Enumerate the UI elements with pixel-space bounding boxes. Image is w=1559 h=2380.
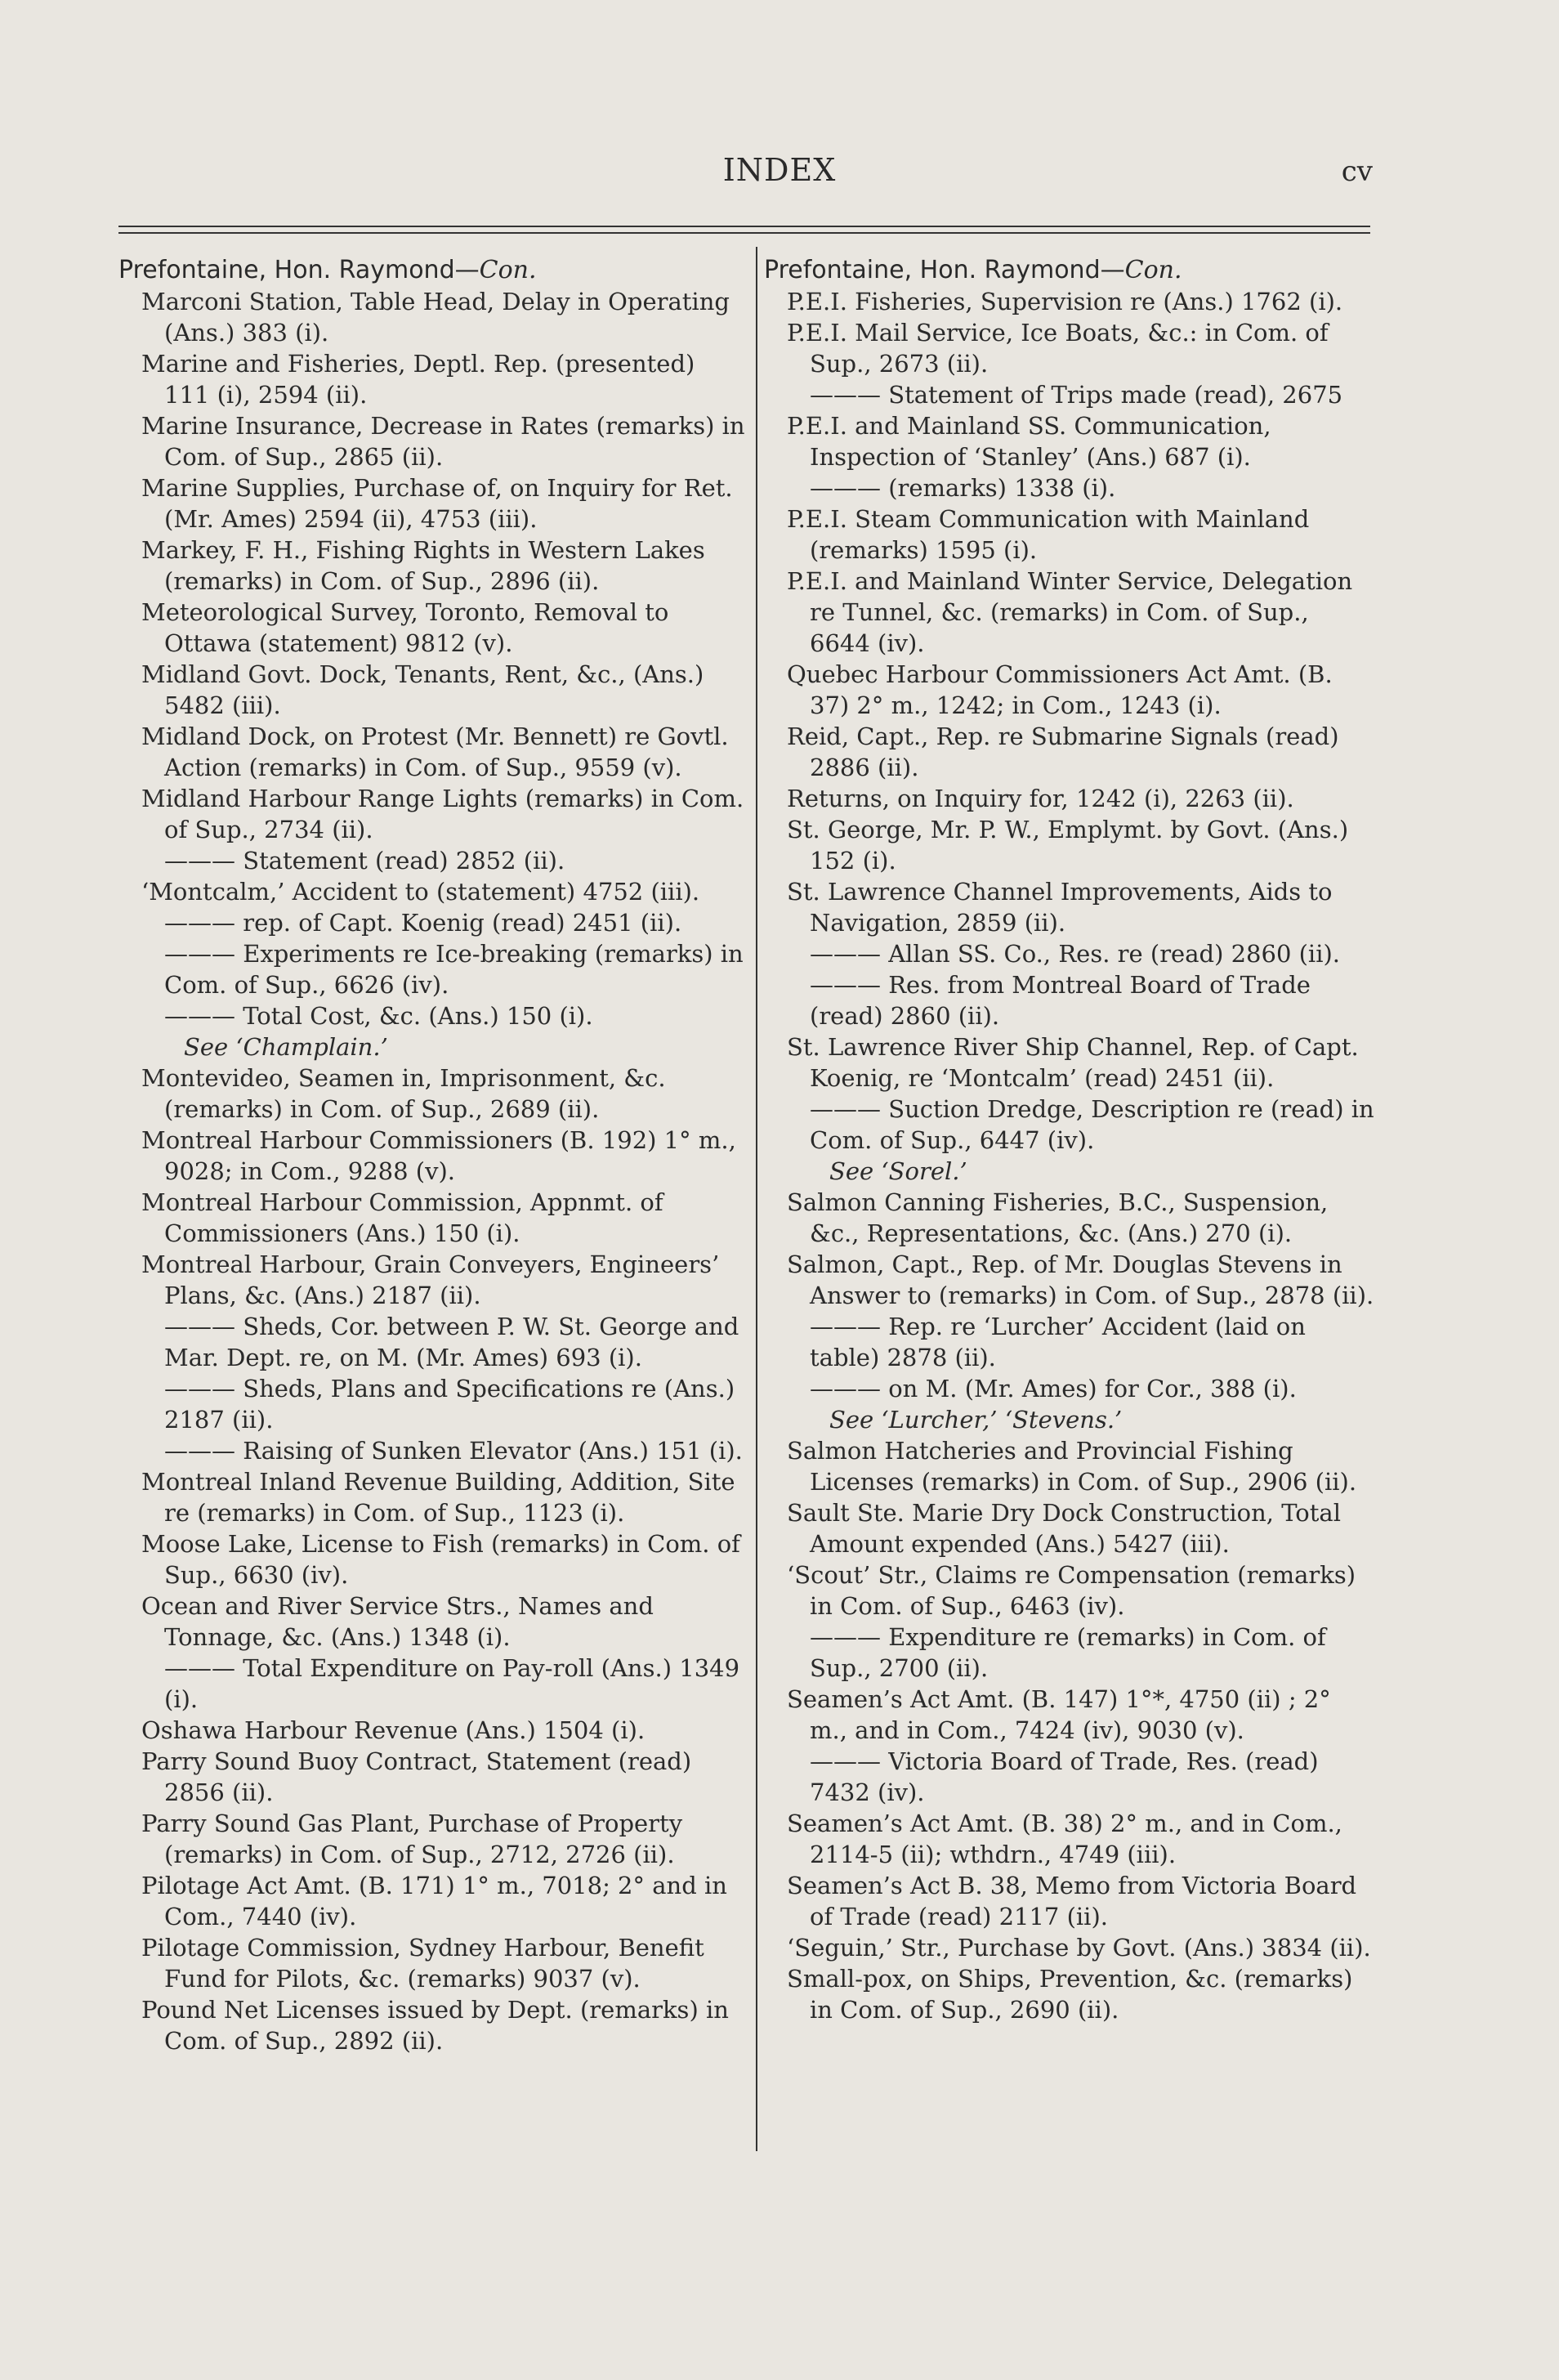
index-entry: Moose Lake, License to Fish (remarks) in Com. of Sup., 6630 (iv). — [141, 1530, 740, 1589]
left-column-heading: Prefontaine, Hon. Raymond—Con. — [118, 256, 537, 284]
index-entry: Marine and Fisheries, Deptl. Rep. (presented) 111 (i), 2594 (ii). — [141, 350, 695, 409]
sub-entry: ——— Total Expenditure on Pay-roll (Ans.) 1349 (i). — [164, 1654, 740, 1713]
sub-entry: ——— Sheds, Plans and Specifications re (Ans.) 2187 (ii). — [164, 1375, 735, 1434]
index-entry: Parry Sound Gas Plant, Purchase of Property (remarks) in Com. of Sup., 2712, 2726 (ii). — [141, 1810, 683, 1868]
cross-reference: See ‘Champlain.’ — [184, 1033, 388, 1061]
index-entry: Markey, F. H., Fishing Rights in Western Lakes (remarks) in Com. of Sup., 2896 (ii). — [141, 536, 705, 595]
index-entry: Salmon Canning Fisheries, B.C., Suspension, &c., Representations, &c. (Ans.) 270 (i). — [787, 1188, 1329, 1247]
index-entry: Small-pox, on Ships, Prevention, &c. (remarks) in Com. of Sup., 2690 (ii). — [787, 1965, 1353, 2024]
right-entries — [764, 286, 1375, 2025]
index-entry: Seamen’s Act Amt. (B. 147) 1°*, 4750 (ii) ; 2° m., and in Com., 7424 (iv), 9030 (v). — [787, 1685, 1331, 1744]
sub-entry: ——— Total Cost, &c. (Ans.) 150 (i). — [164, 1002, 593, 1030]
sub-entry: ——— Expenditure re (remarks) in Com. of Sup., 2700 (ii). — [810, 1623, 1326, 1682]
index-entry: Meteorological Survey, Toronto, Removal to Ottawa (statement) 9812 (v). — [141, 598, 669, 657]
index-entry: Returns, on Inquiry for, 1242 (i), 2263 (ii). — [787, 785, 1294, 812]
index-entry: Pilotage Commission, Sydney Harbour, Benefit Fund for Pilots, &c. (remarks) 9037 (v). — [141, 1934, 704, 1993]
index-entry: Midland Govt. Dock, Tenants, Rent, &c., (Ans.) 5482 (iii). — [141, 660, 704, 719]
sub-entry: ——— Statement (read) 2852 (ii). — [164, 847, 565, 875]
sub-entry: ——— on M. (Mr. Ames) for Cor., 388 (i). — [810, 1375, 1297, 1402]
index-entry: Sault Ste. Marie Dry Dock Construction, Total Amount expended (Ans.) 5427 (iii). — [787, 1499, 1341, 1558]
index-entry: Montevideo, Seamen in, Imprisonment, &c. (remarks) in Com. of Sup., 2689 (ii). — [141, 1064, 666, 1123]
index-entry: ‘Scout’ Str., Claims re Compensation (remarks) in Com. of Sup., 6463 (iv). — [787, 1561, 1356, 1620]
sub-entry: ——— Victoria Board of Trade, Res. (read) 7432 (iv). — [810, 1747, 1319, 1806]
page-title: INDEX — [722, 152, 837, 188]
sub-entry: ——— Suction Dredge, Description re (read) in Com. of Sup., 6447 (iv). — [810, 1095, 1374, 1154]
index-entry: Montreal Harbour, Grain Conveyers, Engineers’ Plans, &c. (Ans.) 2187 (ii). — [141, 1250, 720, 1309]
index-entry: St. George, Mr. P. W., Emplymt. by Govt. (Ans.) 152 (i). — [787, 816, 1349, 875]
header-rule-top — [118, 226, 1370, 227]
sub-entry: ——— Res. from Montreal Board of Trade (read) 2860 (ii). — [810, 971, 1311, 1030]
sub-entry: ——— Sheds, Cor. between P. W. St. George and Mar. Dept. re, on M. (Mr. Ames) 693 (i). — [164, 1313, 739, 1371]
sub-entry: ——— Allan SS. Co., Res. re (read) 2860 (ii). — [810, 940, 1341, 968]
right-column-heading: Prefontaine, Hon. Raymond—Con. — [764, 256, 1182, 284]
index-entry: Seamen’s Act B. 38, Memo from Victoria Board of Trade (read) 2117 (ii). — [787, 1872, 1357, 1930]
index-entry: P.E.I. Steam Communication with Mainland (remarks) 1595 (i). — [787, 505, 1310, 564]
index-entry: Montreal Harbour Commissioners (B. 192) 1° m., 9028; in Com., 9288 (v). — [141, 1126, 736, 1185]
header-rule-bottom — [118, 232, 1370, 234]
cross-reference: See ‘Sorel.’ — [829, 1157, 967, 1185]
sub-entry: ——— Statement of Trips made (read), 2675 — [810, 381, 1343, 409]
sub-entry: ——— Experiments re Ice-breaking (remarks) in Com. of Sup., 6626 (iv). — [164, 940, 744, 999]
sub-entry: ——— Raising of Sunken Elevator (Ans.) 151 (i). — [164, 1437, 743, 1465]
index-entry: St. Lawrence River Ship Channel, Rep. of Capt. Koenig, re ‘Montcalm’ (read) 2451 (ii). — [787, 1033, 1359, 1092]
index-entry: Montreal Harbour Commission, Appnmt. of Commissioners (Ans.) 150 (i). — [141, 1188, 663, 1247]
index-entry: Oshawa Harbour Revenue (Ans.) 1504 (i). — [141, 1716, 645, 1744]
index-entry: Midland Harbour Range Lights (remarks) in Com. of Sup., 2734 (ii). — [141, 785, 744, 843]
index-entry: Salmon, Capt., Rep. of Mr. Douglas Stevens in Answer to (remarks) in Com. of Sup., 2878 (ii). — [787, 1250, 1374, 1309]
index-entry: Pound Net Licenses issued by Dept. (remarks) in Com. of Sup., 2892 (ii). — [141, 1996, 729, 2055]
sub-entry: ——— rep. of Capt. Koenig (read) 2451 (ii). — [164, 909, 682, 937]
left-entries — [118, 286, 746, 2056]
index-entry: P.E.I. Mail Service, Ice Boats, &c.: in Com. of Sup., 2673 (ii). — [787, 319, 1329, 378]
sub-entry: ——— Rep. re ‘Lurcher’ Accident (laid on table) 2878 (ii). — [810, 1313, 1306, 1371]
index-entry: Reid, Capt., Rep. re Submarine Signals (read) 2886 (ii). — [787, 722, 1339, 781]
page-number: cv — [1341, 155, 1373, 188]
left-column — [118, 255, 746, 2056]
index-entry: St. Lawrence Channel Improvements, Aids to Navigation, 2859 (ii). — [787, 878, 1333, 937]
index-entry: ‘Montcalm,’ Accident to (statement) 4752 (iii). — [141, 878, 700, 906]
index-entry: Ocean and River Service Strs., Names and Tonnage, &c. (Ans.) 1348 (i). — [141, 1592, 654, 1651]
index-entry: Parry Sound Buoy Contract, Statement (read) 2856 (ii). — [141, 1747, 692, 1806]
index-entry: Seamen’s Act Amt. (B. 38) 2° m., and in Com., 2114-5 (ii); wthdrn., 4749 (iii). — [787, 1810, 1342, 1868]
index-entry: Montreal Inland Revenue Building, Addition, Site re (remarks) in Com. of Sup., 1123 (i). — [141, 1468, 735, 1527]
index-entry: Midland Dock, on Protest (Mr. Bennett) re Govtl. Action (remarks) in Com. of Sup., 9559 (v). — [141, 722, 729, 781]
index-entry: P.E.I. and Mainland Winter Service, Delegation re Tunnel, &c. (remarks) in Com. of Sup., 6644 (iv). — [787, 567, 1353, 657]
index-entry: Marine Supplies, Purchase of, on Inquiry for Ret. (Mr. Ames) 2594 (ii), 4753 (iii). — [141, 474, 733, 533]
right-column — [764, 255, 1375, 2025]
column-divider — [756, 247, 757, 2151]
index-entry: Marconi Station, Table Head, Delay in Operating (Ans.) 383 (i). — [141, 288, 730, 347]
sub-entry: ——— (remarks) 1338 (i). — [810, 474, 1116, 502]
index-entry: Quebec Harbour Commissioners Act Amt. (B. 37) 2° m., 1242; in Com., 1243 (i). — [787, 660, 1333, 719]
index-entry: Marine Insurance, Decrease in Rates (remarks) in Com. of Sup., 2865 (ii). — [141, 412, 745, 471]
index-entry: P.E.I. and Mainland SS. Communication, Inspection of ‘Stanley’ (Ans.) 687 (i). — [787, 412, 1271, 471]
cross-reference: See ‘Lurcher,’ ‘Stevens.’ — [829, 1406, 1123, 1434]
index-entry: P.E.I. Fisheries, Supervision re (Ans.) 1762 (i). — [787, 288, 1343, 315]
index-entry: Salmon Hatcheries and Provincial Fishing Licenses (remarks) in Com. of Sup., 2906 (ii). — [787, 1437, 1357, 1496]
index-entry: Pilotage Act Amt. (B. 171) 1° m., 7018; 2° and in Com., 7440 (iv). — [141, 1872, 727, 1930]
index-entry: ‘Seguin,’ Str., Purchase by Govt. (Ans.) 3834 (ii). — [787, 1934, 1371, 1962]
